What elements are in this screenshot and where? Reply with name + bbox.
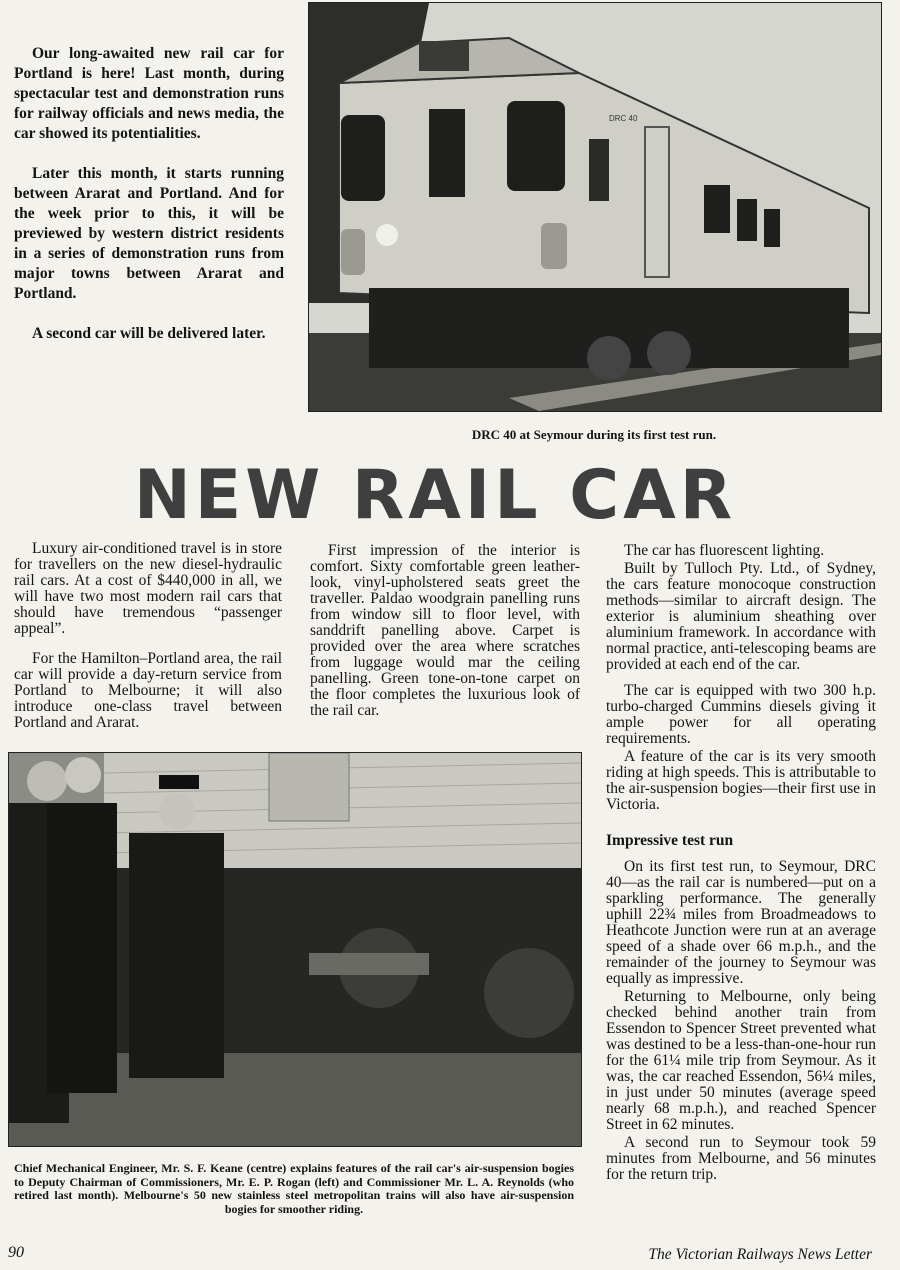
article-paragraph: First impression of the interior is comfort. Sixty comfortable green leather-look, vinyl-upholstered seats greet the traveller. Paldao woodgrain panelling runs from window sill to floor level, with sanddrift panelling above. Carpet is provided over the area where scratches from luggage would mar the ceiling panelling. Green tone-on-tone carpet on the floor completes the luxurious look of the rail car.: [310, 542, 580, 719]
rail-car-photo: [308, 2, 882, 412]
rail-car-illustration: [309, 3, 881, 411]
article-paragraph: The car has fluorescent lighting.: [624, 542, 825, 559]
article-paragraph: Returning to Melbourne, only being checked behind another train from Essendon to Spencer Street prevented what was destined to be a less-than-one-hour run for the 61¼ mile trip from Seymour. As it was, the car reached Essendon, 56¼ miles, in just under 50 minutes (average speed nearly 68 m.p.h.), and reached Spencer Street in 62 minutes.: [606, 988, 876, 1133]
bogie-inspection-photo: [8, 752, 582, 1147]
article-paragraph: A feature of the car is its very smooth riding at high speeds. This is attributable to the air-suspension bogies—their first use in Victoria.: [606, 748, 876, 813]
photo-top-caption: DRC 40 at Seymour during its first test run.: [471, 427, 717, 442]
article-paragraph: On its first test run, to Seymour, DRC 40—as the rail car is numbered—put on a sparkling performance. The generally uphill 22¾ miles from Broadmeadows to Heathcote Junction were run at an average speed of a shade over 66 m.p.h., and the remainder of the journey to Seymour was equally as impressive.: [606, 858, 876, 987]
article-paragraph: For the Hamilton–Portland area, the rail car will provide a day-return service from Portland to Melbourne; it will also introduce one-class travel between Portland and Ararat.: [14, 650, 282, 731]
article-paragraph: The car is equipped with two 300 h.p. turbo-charged Cummins diesels giving it ample power for all operating requirements.: [606, 682, 876, 747]
article-column-3: [606, 543, 876, 815]
car-number-plate: DRC 40: [609, 114, 638, 123]
bogie-inspection-illustration: [9, 753, 581, 1146]
article-paragraph: Luxury air-conditioned travel is in store for travellers on the new diesel-hydraulic rail cars. At a cost of $440,000 in all, we will have two most modern rail cars that should have tremendous “passenger appeal”.: [14, 540, 282, 637]
article-column-2: [310, 543, 580, 733]
headline: NEW RAIL CAR: [133, 456, 737, 535]
article-paragraph: Built by Tulloch Pty. Ltd., of Sydney, the cars feature monocoque construction methods—similar to aircraft design. The exterior is aluminium sheathing over aluminium framework. In accordance with normal practice, anti-telescoping beams are provided at each end of the car.: [606, 560, 876, 673]
article-column-1: [14, 541, 282, 745]
publication-title: The Victorian Railways News Letter: [648, 1246, 872, 1263]
subheading: Impressive test run: [606, 832, 734, 849]
article-paragraph: A second run to Seymour took 59 minutes from Melbourne, and 56 minutes for the return trip.: [606, 1134, 876, 1183]
intro-paragraph: Later this month, it starts running between Ararat and Portland. And for the week prior to this, it will be previewed by western district residents in a series of demonstration runs from major towns between Ararat and Portland.: [14, 165, 284, 302]
article-column-3-test-run: [606, 833, 876, 1185]
photo-bottom-caption: Chief Mechanical Engineer, Mr. S. F. Keane (centre) explains features of the rail car's air-suspension bogies to Deputy Chairman of Commissioners, Mr. E. P. Rogan (left) and Commissioner Mr. L. A. Reynolds (who retired last month). Melbourne's 50 new stainless steel metropolitan trains will also have air-suspension bogies for smoother riding.: [14, 1161, 574, 1216]
intro-paragraph: Our long-awaited new rail car for Portland is here! Last month, during spectacular test and demonstration runs for railway officials and news media, the car showed its potentialities.: [14, 45, 284, 142]
page-number: 90: [8, 1244, 24, 1261]
intro-paragraph: A second car will be delivered later.: [32, 325, 266, 342]
intro-text: [14, 44, 284, 364]
